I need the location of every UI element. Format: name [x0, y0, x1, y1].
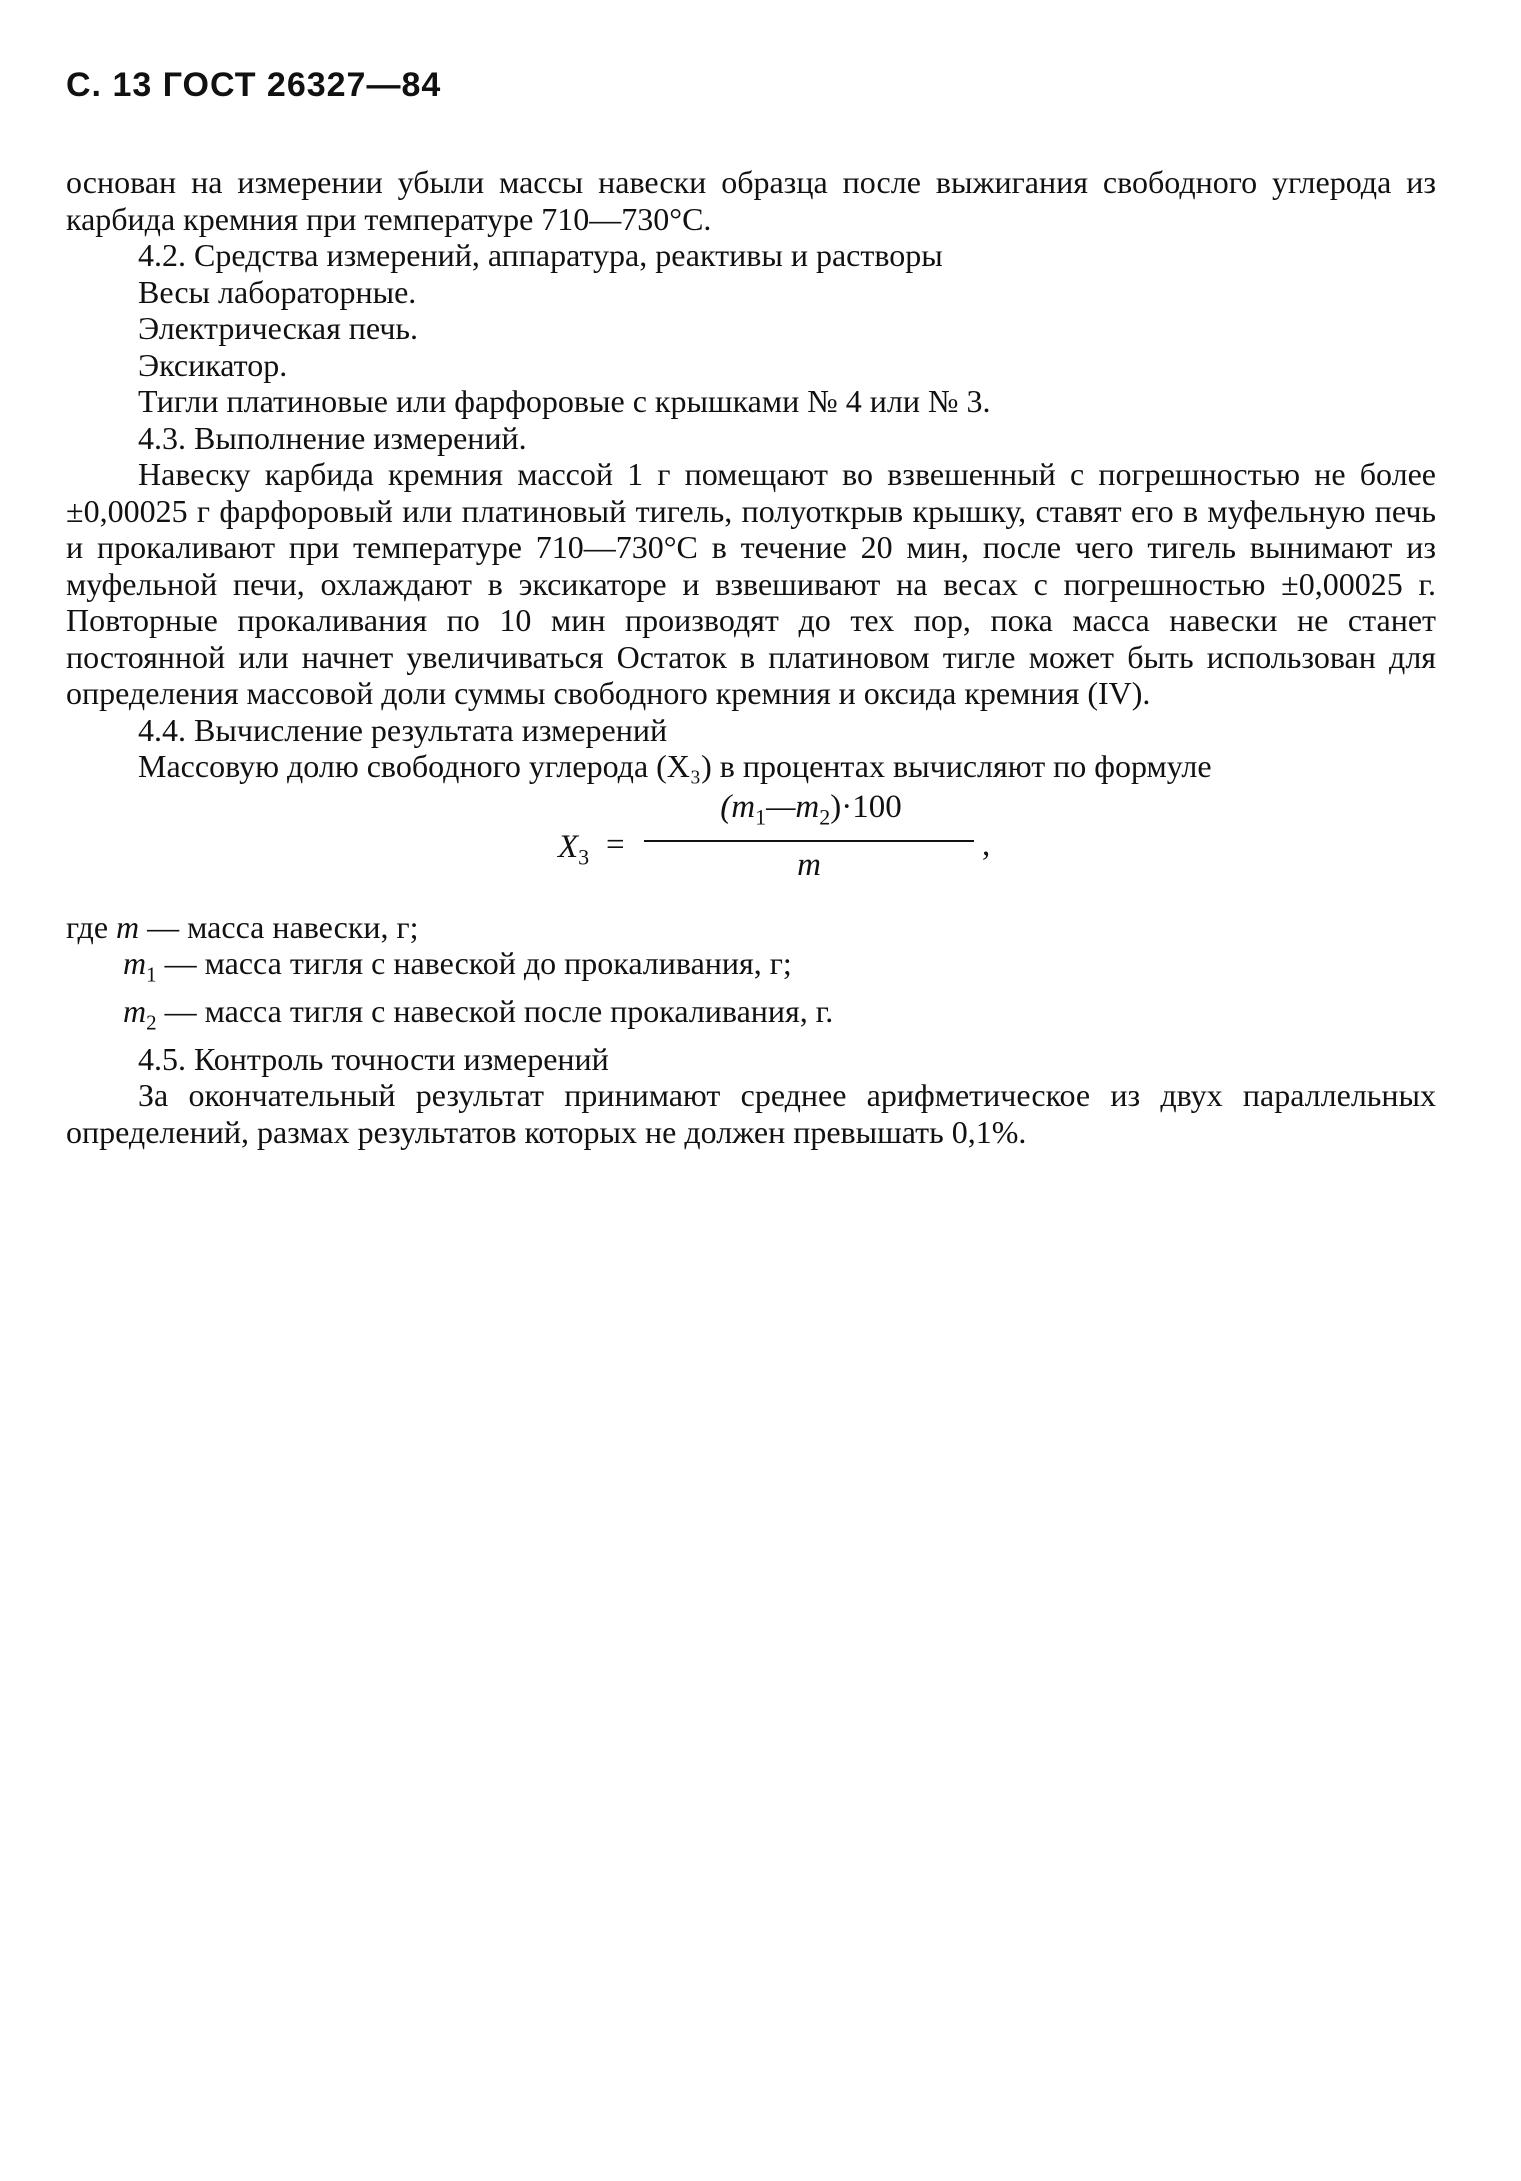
- definition-m2: $m_2$ — масса тигля с навеской после прокаливания, г.: [123, 992, 834, 1035]
- formula-x3: [66, 789, 1436, 899]
- formula-comma: ,: [982, 826, 991, 863]
- fraction-bar: [644, 840, 974, 842]
- item-desiccator: Эксикатор.: [138, 346, 288, 383]
- formula-lhs: $X_3$: [558, 828, 590, 870]
- variable-definitions: [66, 909, 1436, 1041]
- section-4-4-title: 4.4. Вычисление результата измерений: [138, 711, 668, 748]
- page-header: С. 13 ГОСТ 26327—84: [66, 66, 442, 104]
- paragraph-formula-intro: Массовую долю свободного углерода (X₃) в процентах вычисляют по формуле: [138, 748, 1212, 784]
- section-4-5-title: 4.5. Контроль точности измерений: [138, 1040, 609, 1077]
- paragraph-method: основан на измерении убыли массы навески образца после выжигания свободного углерода из карбида кремния при температуре 710—730°С.: [66, 164, 1436, 237]
- formula-equals: =: [606, 826, 625, 863]
- formula-denominator: m: [797, 846, 821, 883]
- paragraph-procedure: Навеску карбида кремния массой 1 г помещают во взвешенный с погрешностью не более ±0,00025 г фарфоровый или платиновый тигель, полуоткрыв крышку, ставят его в муфельную печь и прокаливают при температуре 710—730°С в течение 20 мин, после чего тигель вынимают из муфельной печи, охлаждают в эксикаторе и взвешивают на весах с погрешностью ±0,00025 г. Повторные прокаливания по 10 мин производят до тех пор, пока масса навески не станет постоянной или начнет увеличиваться Остаток в платиновом тигле может быть использован для определения массовой доли суммы свободного кремния и оксида кремния (IV).: [66, 456, 1436, 711]
- item-scales: Весы лабораторные.: [138, 273, 417, 310]
- item-crucibles: Тигли платиновые или фарфоровые с крышками № 4 или № 3.: [138, 383, 991, 419]
- item-furnace: Электрическая печь.: [138, 310, 418, 346]
- definition-m1: $m_1$ — масса тигля с навеской до прокаливания, г;: [123, 945, 792, 987]
- section-4-3-title: 4.3. Выполнение измерений.: [138, 419, 527, 456]
- section-4-2-title: 4.2. Средства измерений, аппаратура, реактивы и растворы: [138, 237, 943, 273]
- document-body: [66, 164, 1436, 1150]
- paragraph-accuracy: За окончательный результат принимают среднее арифметическое из двух параллельных определений, размах результатов которых не должен превышать 0,1%.: [66, 1077, 1436, 1150]
- formula-numerator: $(m_1—m_2)\cdot 100$: [720, 788, 902, 830]
- definition-m: где m — масса навески, г;: [66, 908, 419, 945]
